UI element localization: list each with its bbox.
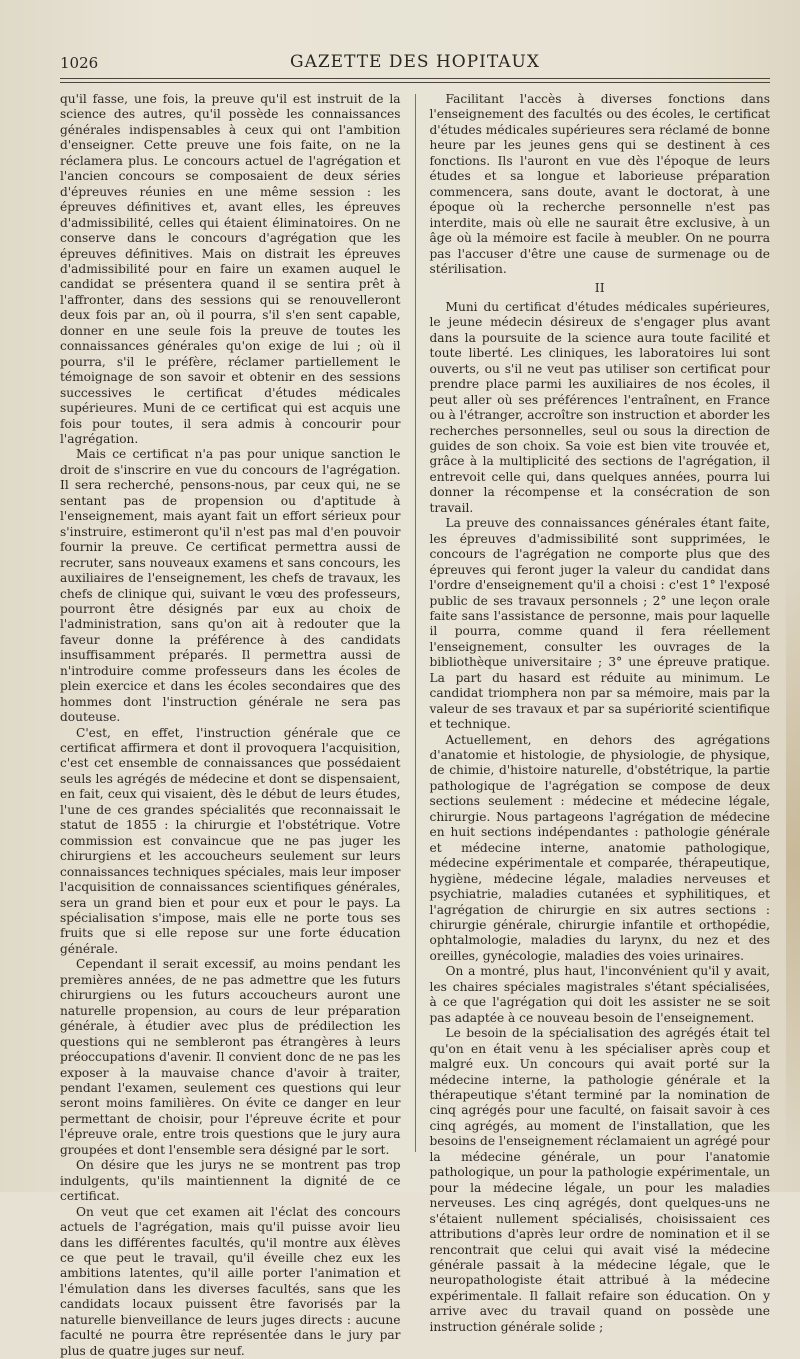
- paragraph: On a montré, plus haut, l'inconvénient qu'il y avait, les chaires spéciales magistrales s'étant spécialisées, à ce que l'agrégation qui doit les assister ne se soit pas adaptée à ce nouveau besoin de l'enseignement.: [429, 964, 770, 1025]
- page-header: [60, 52, 770, 72]
- paragraph: On désire que les jurys ne se montrent pas trop indulgents, qu'ils maintiennent la dignité de ce certificat.: [60, 1158, 401, 1204]
- paragraph: Actuellement, en dehors des agrégations d'anatomie et histologie, de physiologie, de physique, de chimie, d'histoire naturelle, d'obstétrique, la partie pathologique de l'agrégation se compose de deux sections seulement : médecine et médecine légale, chirurgie. Nous partageons l'agrégation de médecine en huit sections indépendantes : pathologie générale et médecine interne, anatomie pathologique, médecine expérimentale et comparée, thérapeutique, hygiène, médecine légale, maladies nerveuses et psychiatrie, maladies cutanées et syphilitiques, et l'agrégation de chirurgie en six autres sections : chirurgie générale, chirurgie infantile et orthopédie, ophtalmologie, maladies du larynx, du nez et des oreilles, gynécologie, maladies des voies urinaires.: [429, 732, 770, 963]
- paragraph: Mais ce certificat n'a pas pour unique sanction le droit de s'inscrire en vue du concours de l'agrégation. Il sera recherché, pensons-nous, par ceux qui, ne se sentant pas de propension ou d'aptitude à l'enseignement, mais ayant fait un effort sérieux pour s'instruire, estimeront qu'il n'est pas mal d'en pouvoir fournir la preuve. Ce certificat permettra aussi de recruter, sans nouveaux examens et sans concours, les auxiliaires de l'enseignement, les chefs de travaux, les chefs de clinique qui, suivant le vœu des professeurs, pourront être désignés par eux au choix de l'administration, sans qu'on ait à redouter que la faveur donne la préférence à des candidats insuffisamment préparés. Il permettra aussi de n'introduire comme professeurs dans les écoles de plein exercice et dans les écoles secondaires que des hommes dont l'instruction générale ne sera pas douteuse.: [60, 447, 401, 725]
- section-numeral: II: [594, 280, 605, 296]
- page-edge-stain: [786, 560, 800, 1160]
- paragraph: On veut que cet examen ait l'éclat des concours actuels de l'agrégation, mais qu'il puisse avoir lieu dans les différentes facultés, qu'il montre aux élèves ce que peut le travail, qu'il éveille chez eux les ambitions latentes, qu'il aille porter l'animation et l'émulation dans les diverses facultés, sans que les candidats locaux puissent être favorisés par la naturelle bienveillance de leurs juges directs : aucune faculté ne pourra être représentée dans le jury par plus de quatre juges sur neuf.: [60, 1204, 401, 1358]
- paragraph: Le besoin de la spécialisation des agrégés était tel qu'on en était venu à les spécialiser après coup et malgré eux. Un concours qui avait porté sur la médecine interne, la pathologie générale et la thérapeutique s'étant terminé par la nomination de cinq agrégés pour une faculté, on faisait savoir à ces cinq agrégés, au moment de l'installation, que les besoins de l'enseignement réclamaient un agrégé pour la médecine générale, un pour l'anatomie pathologique, un pour la pathologie expérimentale, un pour la médecine légale, un pour les maladies nerveuses. Les cinq agrégés, dont quelques-uns ne s'étaient nullement spécialisés, choisissaient ces attributions d'après leur ordre de nomination et il se rencontrait que celui qui avait visé la médecine générale passait à la médecine légale, que le neuropathologiste était attribué à la médecine expérimentale. Il fallait refaire son éducation. On y arrive avec du travail quand on possède une instruction générale solide ;: [429, 1026, 770, 1334]
- paragraph: La preuve des connaissances générales étant faite, les épreuves d'admissibilité sont supprimées, le concours de l'agrégation ne comporte plus que des épreuves qui feront juger la valeur du candidat dans l'ordre d'enseignement qu'il a choisi : c'est 1° l'exposé public de ses travaux personnels ; 2° une leçon orale faite sans l'assistance de personne, mais pour laquelle il pourra, comme quand il fera réellement l'enseignement, consulter les ouvrages de la bibliothèque universitaire ; 3° une épreuve pratique. La part du hasard est réduite au minimum. Le candidat triomphera non par sa mémoire, mais par la valeur de ses travaux et par sa supériorité scientifique et technique.: [429, 516, 770, 732]
- column-divider: [415, 94, 416, 1152]
- text-columns: [60, 92, 770, 1358]
- paragraph: Cependant il serait excessif, au moins pendant les premières années, de ne pas admettre que les futurs chirurgiens ou les futurs accoucheurs auront une naturelle propension, au cours de leur préparation générale, à étudier avec plus de prédilection les questions qui ne sembleront pas étrangères à leurs préoccupations d'avenir. Il convient donc de ne pas les exposer à la mauvaise chance d'avoir à traiter, pendant l'examen, seulement ces questions qui leur seront moins familières. On évite ce danger en leur permettant de choisir, pour l'épreuve écrite et pour l'épreuve orale, entre trois questions que le jury aura groupées et dont l'ensemble sera désigné par le sort.: [60, 957, 401, 1157]
- journal-title: GAZETTE DES HOPITAUX: [289, 52, 540, 72]
- paragraph: Facilitant l'accès à diverses fonctions dans l'enseignement des facultés ou des écoles, le certificat d'études médicales supérieures sera réclamé de bonne heure par les jeunes gens qui se destinent à ces fonctions. Ils l'auront en vue dès l'époque de leurs études et sa longue et laborieuse préparation commencera, sans doute, avant le doctorat, à une époque où la recherche personnelle n'est pas interdite, mais où elle ne saurait être exclusive, à un âge où la mémoire est facile à meubler. On ne pourra pas l'accuser d'être une cause de surmenage ou de stérilisation.: [429, 92, 770, 276]
- paragraph: C'est, en effet, l'instruction générale que ce certificat affirmera et dont il provoquera l'acquisition, c'est cet ensemble de connaissances que possédaient seuls les agrégés de médecine et dont se dispensaient, en fait, ceux qui visaient, dès le début de leurs études, l'une de ces grandes spécialités que reconnaissait le statut de 1855 : la chirurgie et l'obstétrique. Votre commission est convaincue que ne pas juger les chirurgiens et les accoucheurs seulement sur leurs connaissances techniques spéciales, mais leur imposer l'acquisition de connaissances scientifiques générales, sera un grand bien et pour eux et pour le pays. La spécialisation s'impose, mais elle ne porte tous ses fruits que si elle repose sur une forte éducation générale.: [60, 725, 401, 956]
- right-column: [429, 92, 771, 1334]
- page-number: 1026: [60, 54, 99, 72]
- left-column: [60, 92, 401, 1358]
- paragraph: qu'il fasse, une fois, la preuve qu'il est instruit de la science des autres, qu'il possède les connaissances générales indispensables à ceux qui ont l'ambition d'enseigner. Cette preuve une fois faite, on ne la réclamera plus. Le concours actuel de l'agrégation et l'ancien concours se composaient de deux séries d'épreuves réunies en une même session : les épreuves définitives et, avant elles, les épreuves d'admissibilité, celles qui étaient éliminatoires. On ne conserve dans le concours d'agrégation que les épreuves définitives. Mais on distrait les épreuves d'admissibilité pour en faire un examen auquel le candidat se présentera quand il se sentira prêt à l'affronter, dans des sessions qui se renouvelleront deux fois par an, où il pourra, s'il s'en sent capable, donner en une seule fois la preuve de toutes les connaissances générales qu'on exige de lui ; où il pourra, s'il le préfère, réclamer partiellement le témoignage de son savoir et obtenir en des sessions successives le certificat d'études médicales supérieures. Muni de ce certificat qui est acquis une fois pour toutes, il sera admis à concourir pour l'agrégation.: [60, 92, 401, 446]
- paragraph: Muni du certificat d'études médicales supérieures, le jeune médecin désireux de s'engager plus avant dans la poursuite de la science aura toute facilité et toute liberté. Les cliniques, les laboratoires lui sont ouverts, ou s'il ne veut pas utiliser son certificat pour prendre place parmi les auxiliaires de nos écoles, il peut aller où ses préférences l'entraînent, en France ou à l'étranger, accroître son instruction et aborder les recherches personnelles, seul ou sous la direction de guides de son choix. Sa voie est bien vite trouvée et, grâce à la multiplicité des sections de l'agrégation, il entrevoit celle qui, dans quelques années, pourra lui donner la récompense et la consécration de son travail.: [429, 299, 770, 515]
- header-rule: [60, 78, 770, 83]
